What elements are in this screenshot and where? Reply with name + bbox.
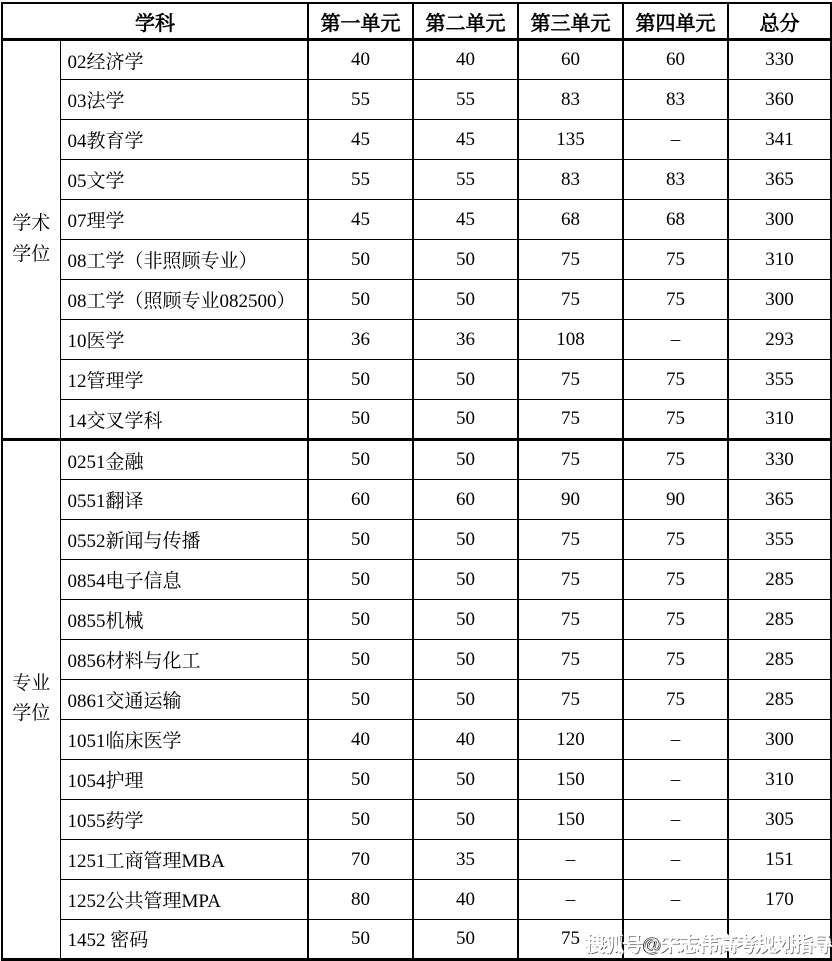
- subject-cell: 03法学: [60, 80, 308, 120]
- value-cell: 50: [413, 560, 518, 600]
- group-label-line: 学位: [12, 243, 51, 265]
- subject-cell: 0552新闻与传播: [60, 520, 308, 560]
- table-row: [2, 360, 831, 400]
- value-cell: 50: [413, 640, 518, 680]
- value-cell: –: [623, 720, 728, 760]
- value-cell: 365: [728, 480, 831, 520]
- value-cell: 83: [623, 160, 728, 200]
- value-cell: –: [518, 840, 623, 880]
- value-cell: 285: [728, 600, 831, 640]
- group-label: [2, 440, 60, 960]
- subject-cell: 14交叉学科: [60, 400, 308, 440]
- value-cell: 50: [308, 280, 413, 320]
- subject-cell: 08工学（非照顾专业）: [60, 240, 308, 280]
- value-cell: –: [623, 120, 728, 160]
- table-row: [2, 320, 831, 360]
- value-cell: 75: [623, 680, 728, 720]
- value-cell: 75: [518, 240, 623, 280]
- subject-cell: 1251工商管理MBA: [60, 840, 308, 880]
- value-cell: 60: [518, 40, 623, 80]
- table-row: [2, 760, 831, 800]
- value-cell: 50: [413, 440, 518, 480]
- value-cell: 300: [728, 200, 831, 240]
- table-row: [2, 280, 831, 320]
- value-cell: 36: [308, 320, 413, 360]
- table-header-row: [2, 3, 831, 40]
- value-cell: 75: [518, 520, 623, 560]
- subject-cell: 0855机械: [60, 600, 308, 640]
- value-cell: 50: [413, 600, 518, 640]
- value-cell: 50: [413, 760, 518, 800]
- value-cell: 70: [308, 840, 413, 880]
- value-cell: 55: [413, 80, 518, 120]
- value-cell: 40: [413, 720, 518, 760]
- value-cell: 293: [728, 320, 831, 360]
- value-cell: 50: [413, 920, 518, 960]
- table-row: [2, 600, 831, 640]
- subject-cell: 08工学（照顾专业082500）: [60, 280, 308, 320]
- table-row: [2, 720, 831, 760]
- subject-cell: 1055药学: [60, 800, 308, 840]
- value-cell: 135: [518, 120, 623, 160]
- subject-cell: 05文学: [60, 160, 308, 200]
- value-cell: 75: [518, 920, 623, 960]
- value-cell: 341: [728, 120, 831, 160]
- value-cell: 360: [728, 80, 831, 120]
- value-cell: 50: [308, 760, 413, 800]
- value-cell: 83: [518, 80, 623, 120]
- value-cell: 60: [623, 40, 728, 80]
- table-row: [2, 240, 831, 280]
- subject-cell: 02经济学: [60, 40, 308, 80]
- value-cell: 75: [518, 560, 623, 600]
- value-cell: –: [623, 320, 728, 360]
- subject-cell: 0856材料与化工: [60, 640, 308, 680]
- value-cell: 75: [518, 360, 623, 400]
- header-subject: 学科: [2, 3, 308, 40]
- value-cell: 55: [413, 160, 518, 200]
- watermark-text: 搜狐号@宋志伟高考规划指导: [584, 934, 831, 956]
- header-unit-3: 第三单元: [518, 3, 623, 40]
- value-cell: 55: [308, 80, 413, 120]
- value-cell: 50: [308, 640, 413, 680]
- value-cell: 151: [728, 840, 831, 880]
- value-cell: 150: [518, 760, 623, 800]
- value-cell: 170: [728, 880, 831, 920]
- value-cell: 300: [728, 720, 831, 760]
- value-cell: 285: [728, 560, 831, 600]
- group-label-line: 学术: [12, 213, 51, 235]
- value-cell: 285: [728, 680, 831, 720]
- group-label-line: 学位: [12, 703, 51, 725]
- subject-cell: 1252公共管理MPA: [60, 880, 308, 920]
- value-cell: 90: [518, 480, 623, 520]
- value-cell: 45: [413, 120, 518, 160]
- value-cell: 50: [413, 400, 518, 440]
- subject-cell: 1452 密码: [60, 920, 308, 960]
- subject-cell: 07理学: [60, 200, 308, 240]
- table-row: [2, 440, 831, 480]
- header-unit-2: 第二单元: [413, 3, 518, 40]
- table-row: [2, 680, 831, 720]
- value-cell: 310: [728, 240, 831, 280]
- value-cell: –: [518, 880, 623, 920]
- value-cell: 40: [308, 40, 413, 80]
- table-row: [2, 840, 831, 880]
- value-cell: 50: [308, 560, 413, 600]
- value-cell: 305: [728, 800, 831, 840]
- header-unit-1: 第一单元: [308, 3, 413, 40]
- value-cell: 45: [308, 200, 413, 240]
- value-cell: 50: [413, 680, 518, 720]
- table-row: [2, 520, 831, 560]
- value-cell: 50: [413, 520, 518, 560]
- value-cell: 40: [308, 720, 413, 760]
- value-cell: 285: [728, 640, 831, 680]
- subject-cell: 1051临床医学: [60, 720, 308, 760]
- value-cell: 310: [728, 760, 831, 800]
- subject-cell: 0861交通运输: [60, 680, 308, 720]
- value-cell: –: [623, 840, 728, 880]
- value-cell: 75: [518, 640, 623, 680]
- value-cell: 75: [623, 560, 728, 600]
- value-cell: 50: [308, 600, 413, 640]
- group-label-line: 专业: [12, 672, 51, 694]
- value-cell: 50: [308, 920, 413, 960]
- value-cell: 330: [728, 440, 831, 480]
- table-row: [2, 40, 831, 80]
- value-cell: 365: [728, 160, 831, 200]
- value-cell: 80: [308, 880, 413, 920]
- value-cell: 60: [413, 480, 518, 520]
- value-cell: 55: [308, 160, 413, 200]
- value-cell: 68: [623, 200, 728, 240]
- table-row: [2, 560, 831, 600]
- value-cell: 68: [518, 200, 623, 240]
- value-cell: 150: [518, 800, 623, 840]
- value-cell: 75: [623, 640, 728, 680]
- value-cell: –: [623, 800, 728, 840]
- value-cell: 75: [623, 400, 728, 440]
- value-cell: 75: [623, 280, 728, 320]
- value-cell: 75: [518, 400, 623, 440]
- value-cell: 50: [413, 280, 518, 320]
- value-cell: 90: [623, 480, 728, 520]
- table-row: [2, 200, 831, 240]
- value-cell: 75: [623, 240, 728, 280]
- value-cell: 50: [308, 400, 413, 440]
- value-cell: 75: [518, 440, 623, 480]
- table-row: [2, 480, 831, 520]
- value-cell: 83: [623, 80, 728, 120]
- value-cell: 355: [728, 360, 831, 400]
- table-row: [2, 120, 831, 160]
- value-cell: 45: [308, 120, 413, 160]
- subject-cell: 1054护理: [60, 760, 308, 800]
- subject-cell: 0251金融: [60, 440, 308, 480]
- value-cell: 40: [413, 40, 518, 80]
- value-cell: 75: [623, 520, 728, 560]
- value-cell: 50: [308, 240, 413, 280]
- value-cell: 300: [728, 280, 831, 320]
- table-body: [2, 40, 831, 960]
- table-row: [2, 800, 831, 840]
- table-row: [2, 640, 831, 680]
- value-cell: 75: [518, 680, 623, 720]
- header-unit-4: 第四单元: [623, 3, 728, 40]
- value-cell: 50: [308, 520, 413, 560]
- value-cell: 75: [623, 360, 728, 400]
- value-cell: 40: [413, 880, 518, 920]
- value-cell: 75: [518, 280, 623, 320]
- table-row: [2, 80, 831, 120]
- table-row: [2, 880, 831, 920]
- value-cell: 120: [518, 720, 623, 760]
- value-cell: 50: [308, 360, 413, 400]
- table-row: [2, 400, 831, 440]
- value-cell: 355: [728, 520, 831, 560]
- subject-cell: 10医学: [60, 320, 308, 360]
- value-cell: 75: [518, 600, 623, 640]
- subject-cell: 04教育学: [60, 120, 308, 160]
- table-row: [2, 160, 831, 200]
- value-cell: 75: [623, 440, 728, 480]
- value-cell: 83: [518, 160, 623, 200]
- value-cell: –: [623, 760, 728, 800]
- subject-cell: 12管理学: [60, 360, 308, 400]
- value-cell: 45: [413, 200, 518, 240]
- score-table: [1, 2, 832, 961]
- value-cell: –: [623, 880, 728, 920]
- value-cell: 50: [308, 440, 413, 480]
- group-label: [2, 40, 60, 440]
- value-cell: 50: [413, 240, 518, 280]
- value-cell: 36: [413, 320, 518, 360]
- value-cell: 108: [518, 320, 623, 360]
- value-cell: 330: [728, 40, 831, 80]
- subject-cell: 0551翻译: [60, 480, 308, 520]
- value-cell: 50: [308, 680, 413, 720]
- value-cell: 50: [308, 800, 413, 840]
- value-cell: 75: [623, 600, 728, 640]
- value-cell: 35: [413, 840, 518, 880]
- value-cell: 310: [728, 400, 831, 440]
- header-total: 总分: [728, 3, 831, 40]
- value-cell: 50: [413, 360, 518, 400]
- value-cell: 50: [413, 800, 518, 840]
- subject-cell: 0854电子信息: [60, 560, 308, 600]
- value-cell: 60: [308, 480, 413, 520]
